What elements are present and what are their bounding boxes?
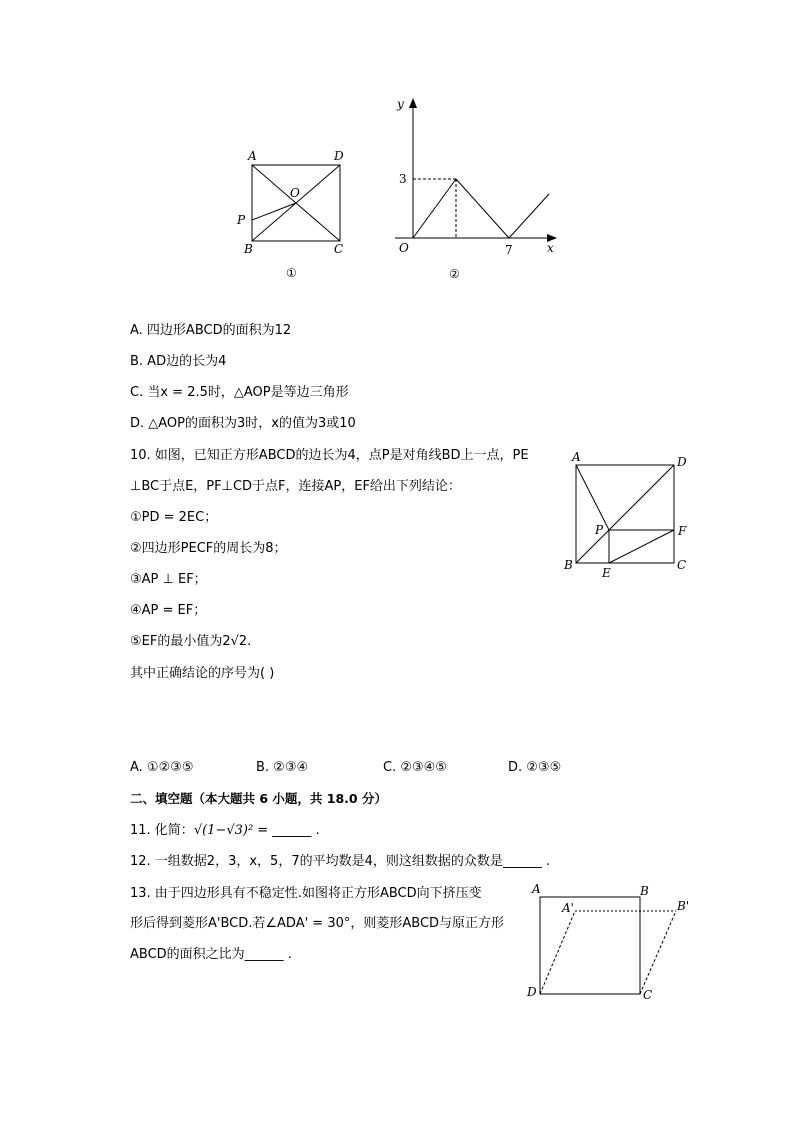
q10-stem-line2: ⊥BC于点E，PF⊥CD于点F，连接AP，EF给出下列结论： (130, 479, 461, 494)
q11-suffix: = ______ . (253, 823, 320, 838)
q10-option-b: B. ②③④ (256, 760, 309, 775)
label-D: D (334, 149, 344, 163)
q10-item-4: ④AP = EF； (130, 603, 207, 618)
q13-label-B: B (640, 884, 649, 898)
q12: 12. 一组数据2，3，x，5，7的平均数是4，则这组数据的众数是______ . (130, 854, 551, 869)
q10-item-5: ⑤EF的最小值为2√2. (130, 634, 252, 649)
q10-item-3: ③AP ⊥ EF； (130, 572, 207, 587)
q10-item-1: ①PD = 2EC； (130, 510, 218, 525)
q10-label-A: A (572, 450, 581, 464)
q10-label-C: C (677, 558, 687, 572)
q9-option-c: C. 当x = 2.5时，△AOP是等边三角形 (130, 385, 349, 400)
q13-label-D: D (527, 985, 537, 999)
q13-line1: 13. 由于四边形具有不稳定性.如图将正方形ABCD向下挤压变 (130, 886, 482, 901)
section-2-heading: 二、填空题（本大题共 6 小题，共 18.0 分） (130, 791, 387, 806)
q9-option-a: A. 四边形ABCD的面积为12 (130, 323, 292, 338)
figure-2-caption: ② (449, 267, 460, 281)
figure-2-graph (385, 92, 565, 287)
q10-label-B: B (564, 558, 573, 572)
q13-label-C: C (643, 988, 653, 1002)
tick-x-7: 7 (505, 243, 513, 257)
q13-label-B-prime: B' (677, 899, 690, 913)
label-B: B (244, 242, 253, 256)
q10-question: 其中正确结论的序号为( ) (130, 666, 275, 681)
x-axis-label: x (547, 241, 554, 255)
q9-option-d: D. △AOP的面积为3时，x的值为3或10 (130, 416, 356, 431)
figure-1-rectangle (230, 145, 360, 285)
y-axis-arrow (409, 98, 417, 108)
label-P: P (237, 213, 246, 227)
q10-label-D: D (677, 455, 687, 469)
q11 (130, 822, 320, 840)
figure-q10-square (562, 448, 702, 583)
q10-label-E: E (602, 566, 611, 580)
q10-item-2: ②四边形PECF的周长为8； (130, 541, 287, 556)
figure-q13-square-rhombus (524, 880, 694, 1005)
q13-label-A: A (532, 882, 541, 896)
q13-label-A-prime: A' (562, 901, 574, 915)
label-A: A (248, 149, 257, 163)
q11-expression: √(1−√3)² (193, 823, 254, 838)
q10-label-F: F (678, 524, 687, 538)
figure-1-caption: ① (286, 266, 297, 280)
q10-option-a: A. ①②③⑤ (130, 760, 194, 775)
q13-line3: ABCD的面积之比为______ . (130, 947, 292, 962)
y-axis-label: y (397, 97, 404, 111)
q10-label-P: P (595, 523, 604, 537)
q9-option-b: B. AD边的长为4 (130, 354, 227, 369)
q10-stem-line1: 10. 如图，已知正方形ABCD的边长为4，点P是对角线BD上一点，PE (130, 448, 529, 463)
tick-y-3: 3 (399, 172, 407, 186)
origin-label: O (399, 241, 409, 255)
q10-option-c: C. ②③④⑤ (383, 760, 447, 775)
q11-prefix: 11. 化简： (130, 823, 194, 838)
label-O: O (290, 186, 300, 200)
q13-line2: 形后得到菱形A'BCD.若∠ADA' = 30°，则菱形ABCD与原正方形 (130, 916, 505, 931)
label-C: C (334, 242, 344, 256)
q10-option-d: D. ②③⑤ (508, 760, 562, 775)
